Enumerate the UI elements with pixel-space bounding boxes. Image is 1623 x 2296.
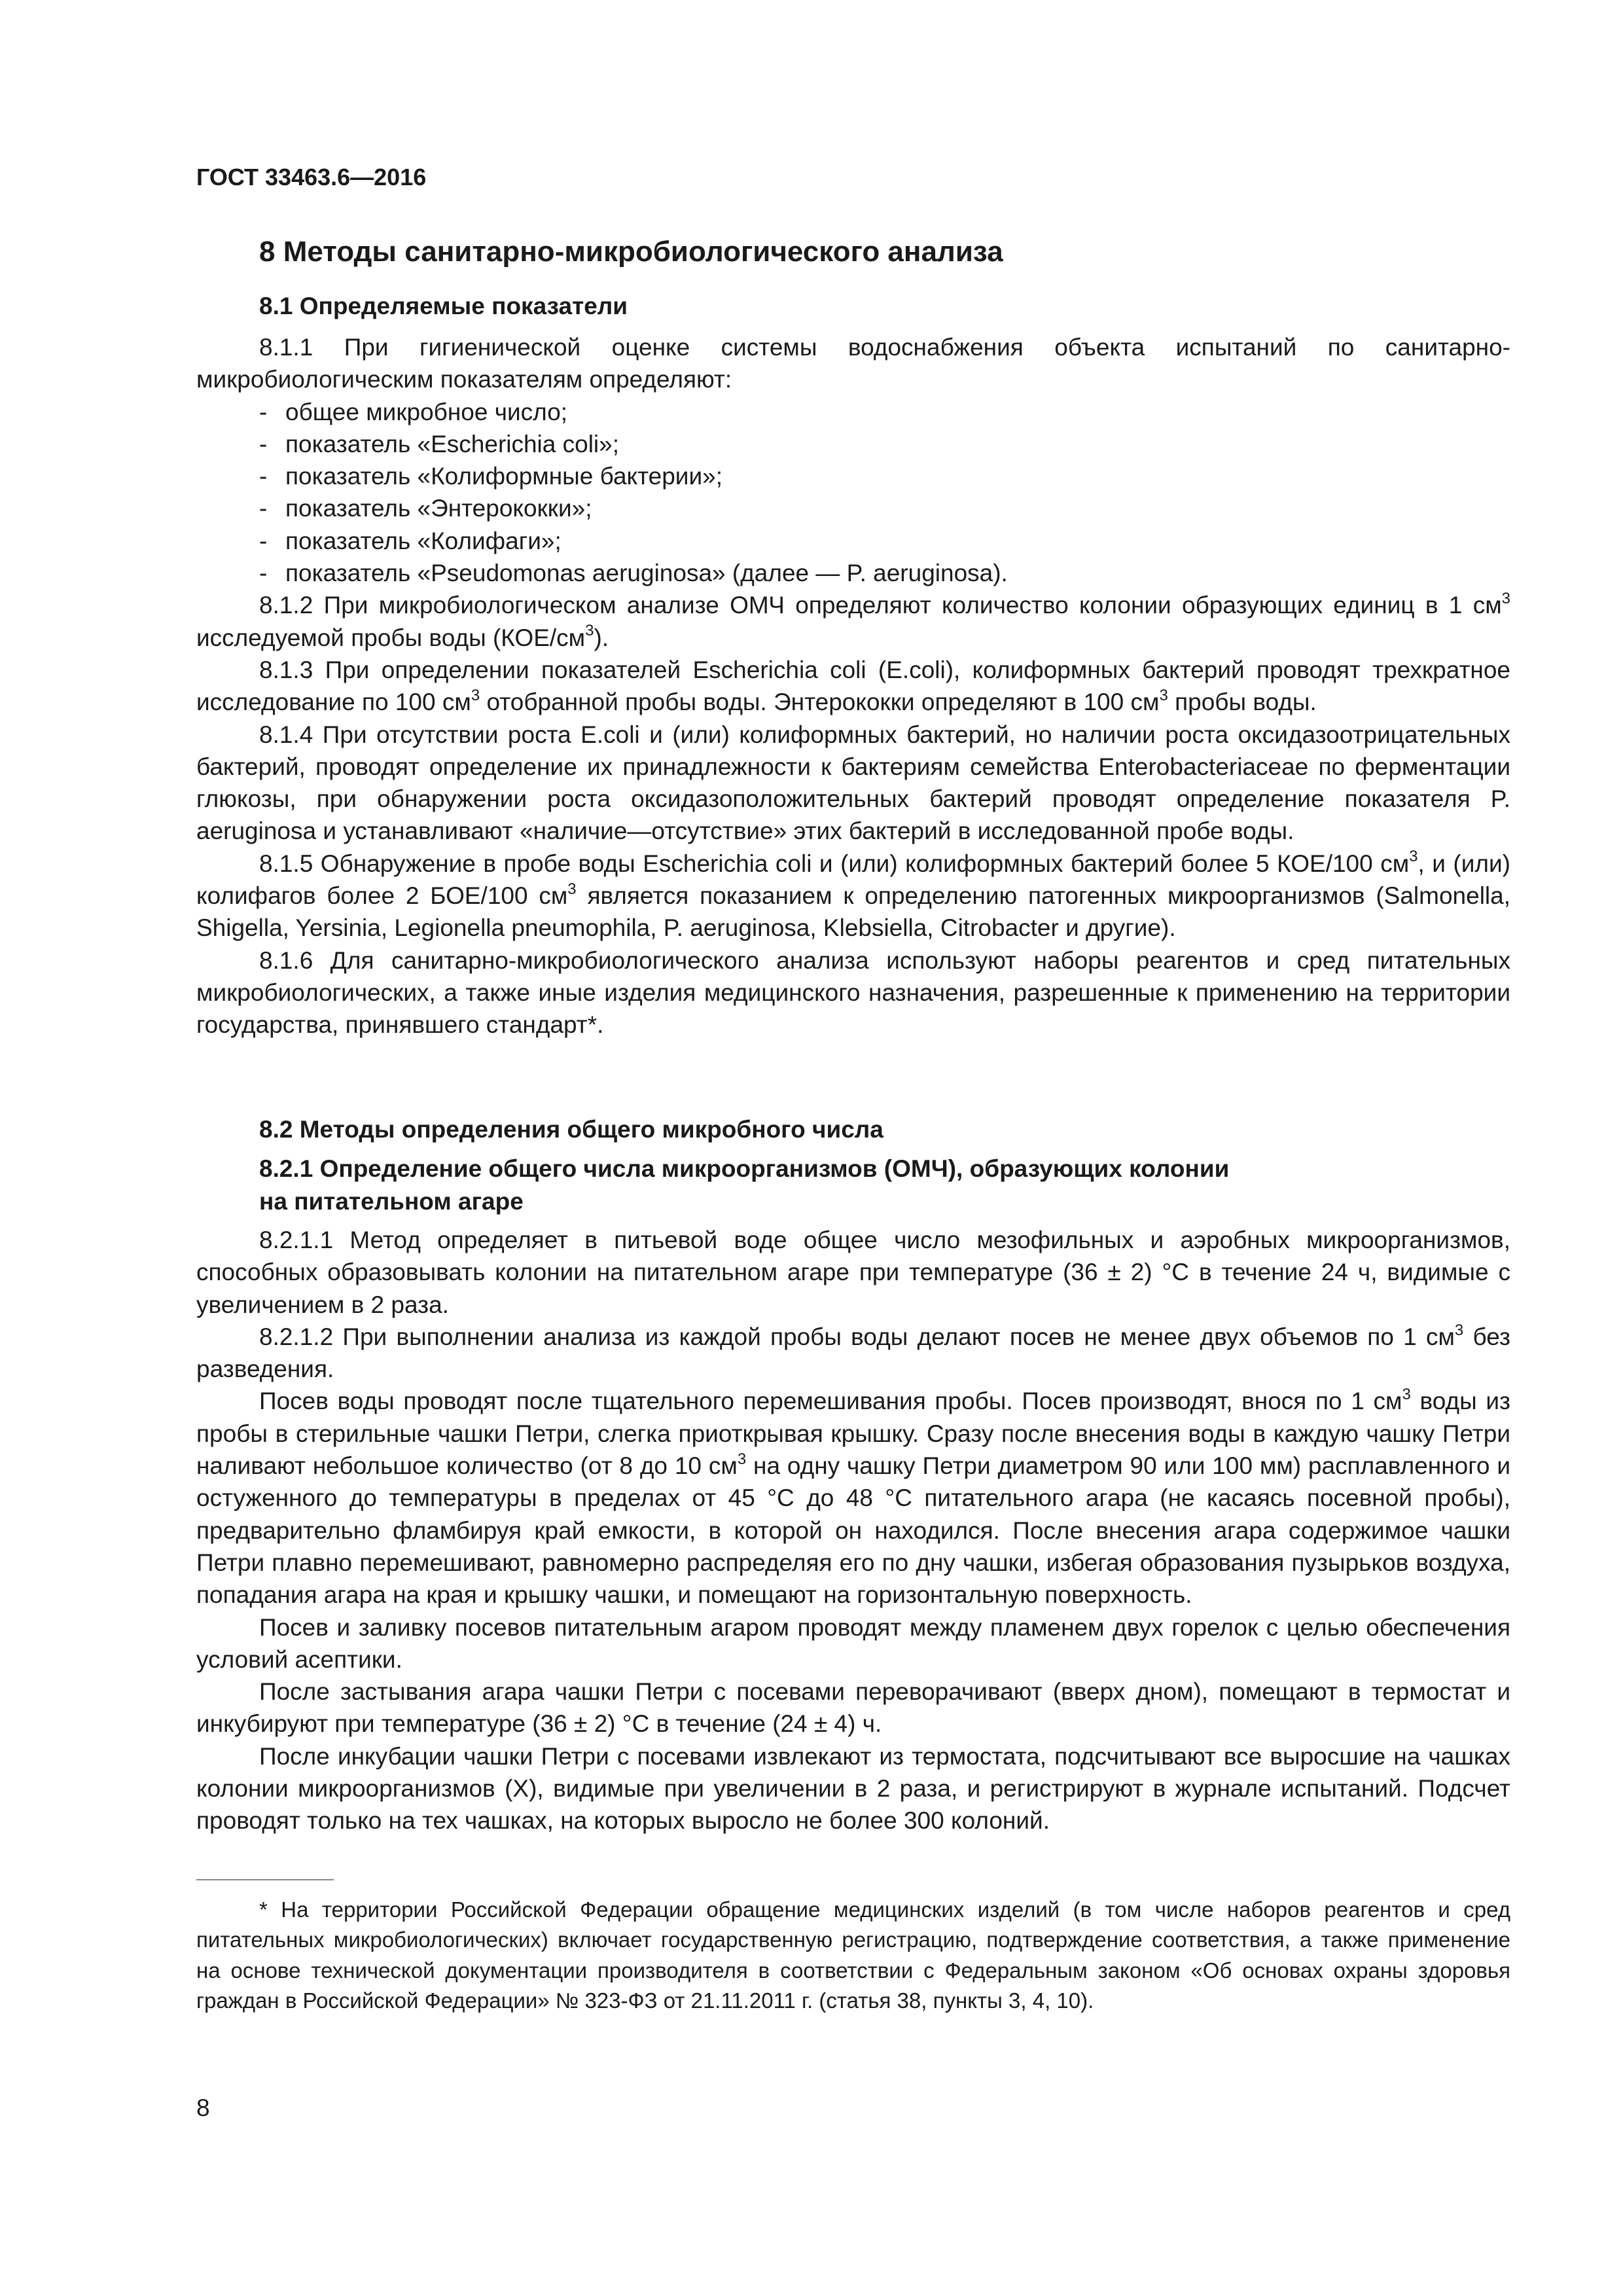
- paragraph-8-1-3: 8.1.3 При определении показателей Escherichia coli (E.coli), колиформных бактерий проводят трехкратное исследование по 100 $см^3$ отобранной пробы воды. Энтерококки определяют в 100 $см^3$ пробы воды.: [196, 656, 1510, 716]
- paragraph-incubation: После застывания агара чашки Петри с посевами переворачивают (вверх дном), помещают в термостат и инкубируют при температуре (36 ± 2) °С в течение (24 ± 4) ч.: [196, 1678, 1510, 1738]
- list-item: - показатель «Колиформные бактерии»;: [259, 463, 723, 490]
- footnote-text: * На территории Российской Федерации обращение медицинских изделий (в том числе наборов реагентов и сред питательных микробиологических) включает государственную регистрацию, подтверждение соответствия, а также применение на основе технической документации производителя в соответствии с Федеральным законом «Об основах охраны здоровья граждан в Российской Федерации» № 323-ФЗ от 21.11.2011 г. (статья 38, пункты 3, 4, 10).: [196, 1897, 1510, 2013]
- paragraph-sowing: Посев воды проводят после тщательного перемешивания пробы. Посев производят, внося по 1 $см^3$ воды из пробы в стерильные чашки Петри, слегка приоткрывая крышку. Сразу после внесения воды в каждую чашку Петри наливают небольшое количество (от 8 до 10 $см^3$ на одну чашку Петри диаметром 90 или 100 мм) расплавленного и остуженного до температуры в пределах от 45 °С до 48 °С питательного агара (не касаясь посевной пробы), предварительно фламбируя край емкости, в которой он находился. После внесения агара содержимое чашки Петри плавно перемешивают, равномерно распределяя его по дну чашки, избегая образования пузырьков воздуха, попадания агара на края и крышку чашки, и помещают на горизонтальную поверхность.: [196, 1386, 1510, 1609]
- paragraph-8-2-1-2: 8.2.1.2 При выполнении анализа из каждой пробы воды делают посев не менее двух объемов по 1 $см^3$ без разведения.: [196, 1321, 1510, 1383]
- paragraph-counting: После инкубации чашки Петри с посевами извлекают из термостата, подсчитывают все выросшие на чашках колонии микроорганизмов (X), видимые при увеличении в 2 раза, и регистрируют в журнале испытаний. Подсчет проводят только на тех чашках, на которых выросло не более 300 колоний.: [196, 1742, 1510, 1835]
- subsection-8-2-title: 8.2 Методы определения общего микробного числа: [259, 1116, 883, 1143]
- paragraph-8-1-4: 8.1.4 При отсутствии роста E.coli и (или) колиформных бактерий, но наличии роста оксидазоотрицательных бактерий, проводят определение их принадлежности к бактериям семейства Enterobacteriaceae по ферментации глюкозы, при обнаружении роста оксидазоположительных бактерий проводят определение показателя P. aeruginosa и устанавливают «наличие—отсутствие» этих бактерий в исследованной пробе воды.: [196, 721, 1510, 845]
- footnote-divider: [196, 1879, 334, 1880]
- paragraph-aseptic: Посев и заливку посевов питательным агаром проводят между пламенем двух горелок с целью обеспечения условий асептики.: [196, 1613, 1510, 1673]
- paragraph-8-2-1-1: 8.2.1.1 Метод определяет в питьевой воде общее число мезофильных и аэробных микроорганизмов, способных образовывать колонии на питательном агаре при температуре (36 ± 2) °С в течение 24 ч, видимые с увеличением в 2 раза.: [196, 1227, 1510, 1318]
- section-8-2-body: [196, 1224, 1510, 1837]
- list-item: - показатель «Escherichia coli»;: [259, 430, 620, 457]
- section-title: 8 Методы санитарно-микробиологического анализа: [259, 236, 1003, 268]
- section-8-1-body: [196, 331, 1510, 1041]
- subsection-8-1-title: 8.1 Определяемые показатели: [259, 293, 628, 319]
- list-item: - показатель «Pseudomonas aeruginosa» (далее — P. aeruginosa).: [259, 560, 1008, 587]
- list-item: - показатель «Энтерококки»;: [259, 495, 592, 522]
- paragraph-8-1-2: 8.1.2 При микробиологическом анализе ОМЧ определяют количество колонии образующих единиц в 1 $см^3$ исследуемой пробы воды $(КОЕ/см^3)$.: [196, 590, 1510, 651]
- document-id: ГОСТ 33463.6—2016: [196, 164, 427, 190]
- subsection-8-2-1-title-line1: 8.2.1 Определение общего числа микроорганизмов (ОМЧ), образующих колонии: [259, 1155, 1230, 1182]
- paragraph-8-1-1: 8.1.1 При гигиенической оценке системы водоснабжения объекта испытаний по санитарно-микробиологическим показателям определяют:: [196, 334, 1510, 393]
- footnote: [196, 1895, 1510, 2016]
- list-item: - показатель «Колифаги»;: [259, 527, 562, 554]
- indicator-list: [196, 396, 1510, 590]
- paragraph-8-1-6: 8.1.6 Для санитарно-микробиологического анализа используют наборы реагентов и сред питательных микробиологических, а также иные изделия медицинского назначения, разрешенные к применению на территории государства, принявшего стандарт*.: [196, 946, 1510, 1039]
- paragraph-8-1-5: 8.1.5 Обнаружение в пробе воды Escherichia coli и (или) колиформных бактерий более 5 КОЕ/100 $см^3$, и (или) колифагов более 2 БОЕ/100 $см^3$ является показанием к определению патогенных микроорганизмов (Salmonella, Shigella, Yersinia, Legionella pneumophila, P. aeruginosa, Klebsiella, Citrobacter и другие).: [196, 848, 1511, 942]
- list-item: - общее микробное число;: [259, 398, 568, 425]
- page-number: 8: [196, 2094, 210, 2121]
- subsection-8-2-1-title-line2: на питательном агаре: [259, 1188, 524, 1215]
